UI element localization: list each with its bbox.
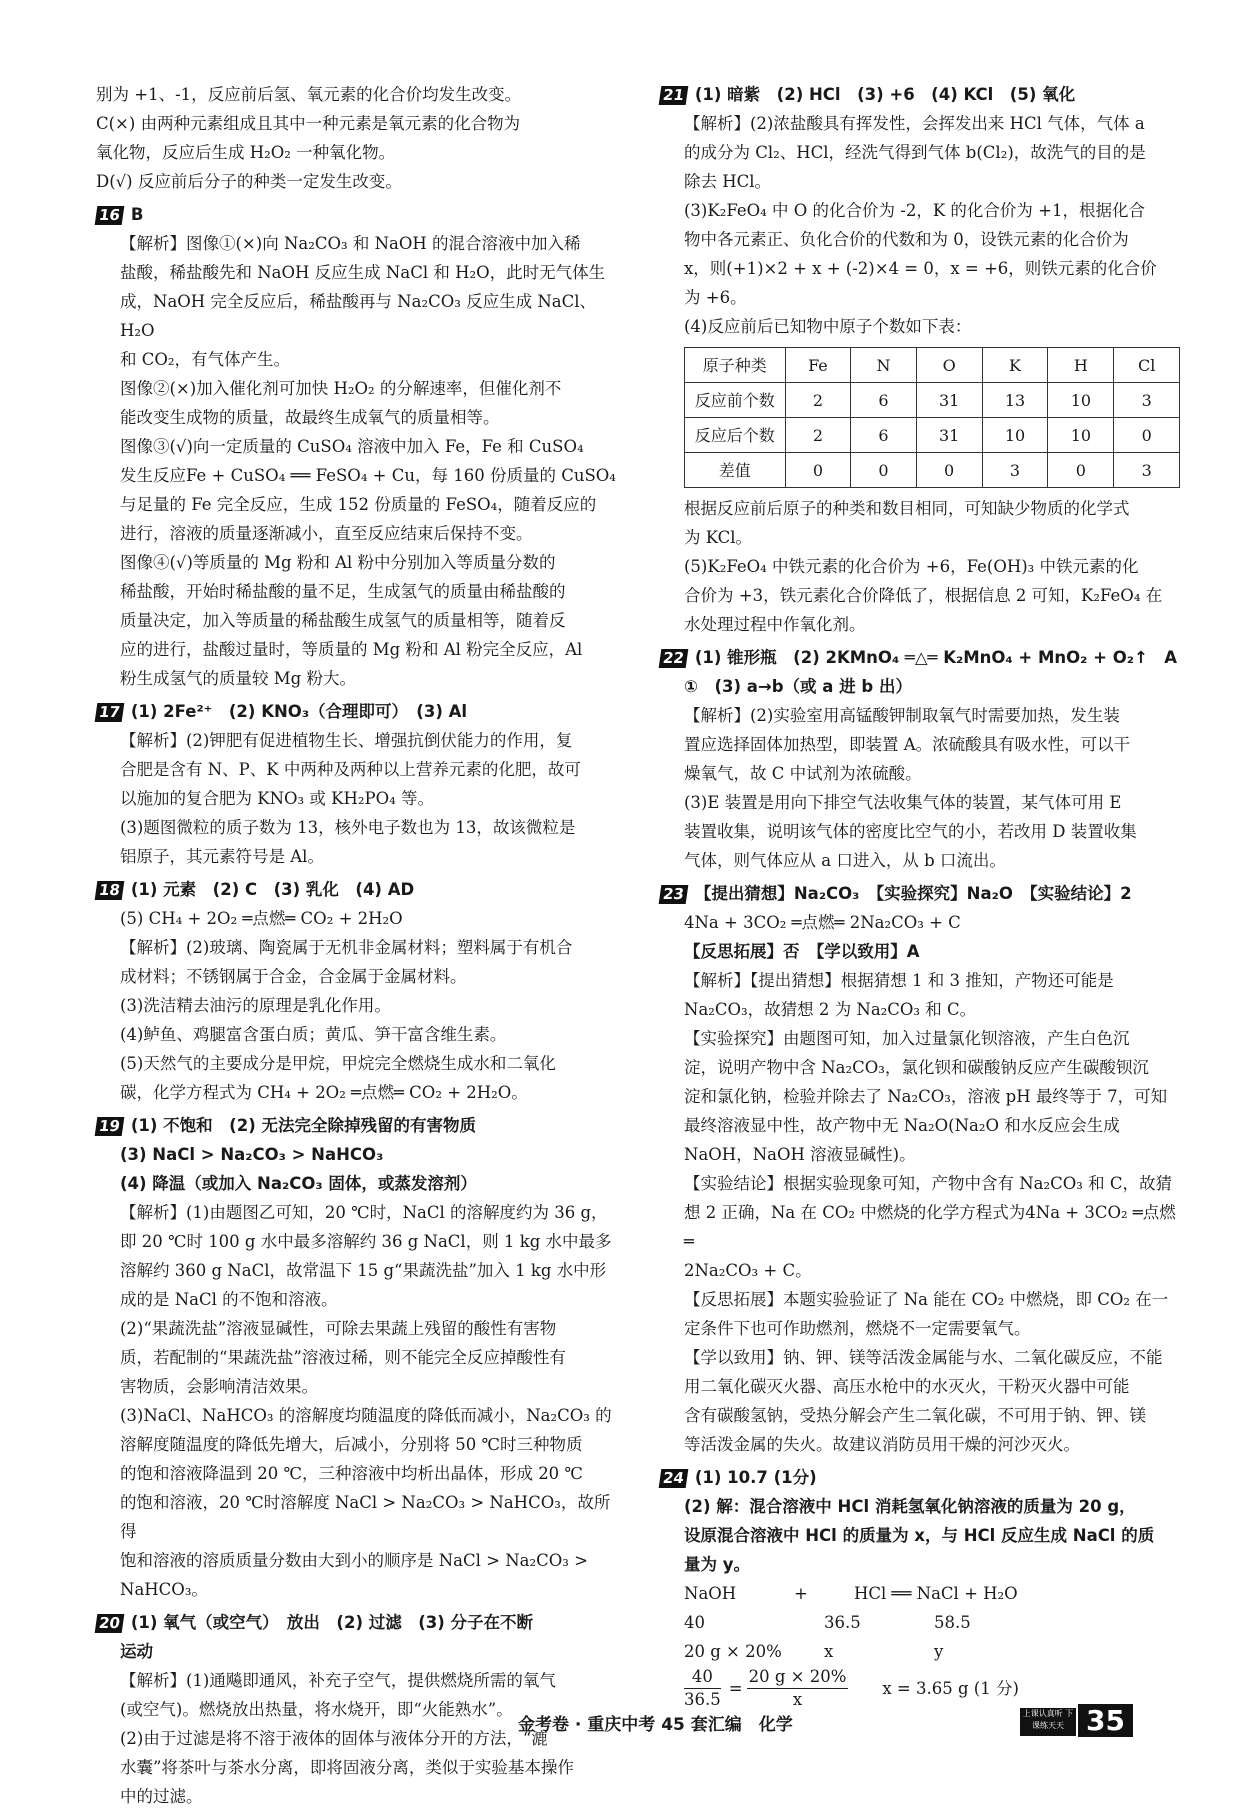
text-line: 和 CO₂，有气体产生。 [120, 350, 291, 369]
text-line: 盐酸，稀盐酸先和 NaOH 反应生成 NaCl 和 H₂O，此时无气体生 [120, 263, 606, 282]
text-line: 稀盐酸，开始时稀盐酸的量不足，生成氢气的质量由稀盐酸的 [120, 582, 566, 601]
explanation [96, 229, 626, 693]
explanation [96, 726, 626, 871]
answer: ① (3) a→b（或 a 进 b 出） [684, 677, 912, 696]
table-cell: 2 [785, 418, 851, 453]
question-24 [660, 1463, 1180, 1711]
text-line: 含有碳酸氢钠，受热分解会产生二氧化碳，不可用于钠、钾、镁 [684, 1406, 1146, 1425]
table-cell: 2 [785, 383, 851, 418]
question-number: 24 [659, 1469, 689, 1488]
text-line: (3)NaCl、NaHCO₃ 的溶解度均随温度的降低而减小，Na₂CO₃ 的 [120, 1406, 612, 1425]
text-line: 的成分为 Cl₂、HCl，经洗气得到气体 b(Cl₂)，故洗气的目的是 [684, 143, 1146, 162]
answer: B [130, 205, 144, 224]
right-column [660, 80, 1180, 1711]
text-line: 【解析】(1)通飚即通风，补充子空气，提供燃烧所需的氧气 [120, 1671, 556, 1690]
table-cell: 10 [1048, 383, 1114, 418]
text-line: (4)反应前后已知物中原子个数如下表： [684, 317, 972, 336]
answer: (1) 2Fe²⁺ (2) KNO₃（合理即可） (3) Al [130, 702, 468, 721]
calc-cell: 20 g × 20% [684, 1642, 782, 1661]
text-line: 溶解约 360 g NaCl，故常温下 15 g“果蔬洗盐”加入 1 kg 水中形 [120, 1261, 607, 1280]
text-line: 能改变生成物的质量，故最终生成氧气的质量相等。 [120, 408, 500, 427]
table-row [685, 418, 1180, 453]
text-line: 置应选择固体加热型，即装置 A。浓硫酸具有吸水性，可以干 [684, 735, 1131, 754]
text-line: 【解析】【提出猜想】根据猜想 1 和 3 推知，产物还可能是 [684, 971, 1114, 990]
text-line: 淀，说明产物中含 Na₂CO₃，氯化钡和碳酸钠反应产生碳酸钡沉 [684, 1058, 1149, 1077]
text-line: 【解析】(2)玻璃、陶瓷属于无机非金属材料；塑料属于有机合 [120, 938, 573, 957]
text-line: (4)鲈鱼、鸡腿富含蛋白质；黄瓜、笋干富含维生素。 [120, 1025, 507, 1044]
table-cell: 31 [916, 418, 982, 453]
calc-cell: 36.5 [824, 1613, 861, 1632]
text-line: 即 20 ℃时 100 g 水中最多溶解约 36 g NaCl，则 1 kg 水中最多 [120, 1232, 612, 1251]
table-cell: 3 [1114, 383, 1180, 418]
table-cell: 10 [1048, 418, 1114, 453]
calc-cell: x [824, 1642, 834, 1661]
table-cell: 0 [916, 453, 982, 488]
reaction-equation [660, 1579, 1180, 1608]
text-line: 成，NaOH 完全反应后，稀盐酸再与 Na₂CO₃ 反应生成 NaCl、H₂O [120, 292, 597, 340]
text-line: 【解析】(2)浓盐酸具有挥发性，会挥发出来 HCl 气体，气体 a [684, 114, 1145, 133]
text-line: 最终溶液显中性，故产物中无 Na₂O(Na₂O 和水反应会生成 [684, 1116, 1120, 1135]
text-line: 【实验结论】根据实验现象可知，产物中含有 Na₂CO₃ 和 C，故猜 [684, 1174, 1173, 1193]
text-line: 合价为 +3，铁元素化合价降低了，根据信息 2 可知，K₂FeO₄ 在 [684, 586, 1163, 605]
text-line: 以施加的复合肥为 KNO₃ 或 KH₂PO₄ 等。 [120, 789, 434, 808]
explanation [660, 966, 1180, 1459]
left-column [96, 80, 626, 1811]
text-line: 水囊”将茶叶与茶水分离，即将固液分离，类似于实验基本操作 [120, 1758, 574, 1777]
solution-text [660, 1492, 1180, 1579]
table-cell: 10 [982, 418, 1048, 453]
answer: 【提出猜想】Na₂CO₃ 【实验探究】Na₂O 【实验结论】2 [694, 884, 1132, 903]
text-line: 量为 y。 [684, 1555, 750, 1574]
table-header-row [685, 348, 1180, 383]
text-line: (3)洗洁精去油污的原理是乳化作用。 [120, 996, 391, 1015]
table-cell: N [851, 348, 916, 383]
answer: (1) 暗紫 (2) HCl (3) +6 (4) KCl (5) 氧化 [694, 85, 1076, 104]
question-17 [96, 697, 626, 871]
left-top-text [96, 80, 626, 196]
explanation [96, 933, 626, 1107]
text-line: 成材料；不锈钢属于合金，合金属于金属材料。 [120, 967, 467, 986]
numerator: 40 [684, 1666, 721, 1689]
text-line: 溶解度随温度的降低先增大，后减小，分别将 50 ℃时三种物质 [120, 1435, 583, 1454]
text-line: 【解析】(2)钾肥有促进植物生长、增强抗倒伏能力的作用，复 [120, 731, 573, 750]
text-line: 【解析】(2)实验室用高锰酸钾制取氧气时需要加热，发生装 [684, 706, 1120, 725]
table-cell: 0 [1114, 418, 1180, 453]
text-line: x，则(+1)×2 + x + (-2)×4 = 0，x = +6，则铁元素的化合价 [684, 259, 1157, 278]
text-line: 粉生成氢气的质量较 Mg 粉大。 [120, 669, 356, 688]
text-line: 为 KCl。 [684, 528, 753, 547]
table-cell: 差值 [685, 453, 786, 488]
text-line: 害物质，会影响清洁效果。 [120, 1377, 318, 1396]
answer: (1) 10.7 (1分) [694, 1468, 817, 1487]
text-line: (3)K₂FeO₄ 中 O 的化合价为 -2，K 的化合价为 +1，根据化合 [684, 201, 1145, 220]
equation: (5) CH₄ + 2O₂ ═点燃═ CO₂ + 2H₂O [120, 909, 403, 928]
text-line: 等活泼金属的失火。故建议消防员用干燥的河沙灭火。 [684, 1435, 1080, 1454]
table-cell: 13 [982, 383, 1048, 418]
question-23 [660, 879, 1180, 1459]
table-cell: H [1048, 348, 1114, 383]
text-line: 铝原子，其元素符号是 Al。 [120, 847, 324, 866]
atom-count-table [684, 347, 1180, 488]
text-line: Na₂CO₃，故猜想 2 为 Na₂CO₃ 和 C。 [684, 1000, 977, 1019]
question-21 [660, 80, 1180, 639]
table-cell: 反应后个数 [685, 418, 786, 453]
table-cell: K [982, 348, 1048, 383]
answer: (4) 降温（或加入 Na₂CO₃ 固体，或蒸发溶剂） [120, 1174, 477, 1193]
text-line: (2)“果蔬洗盐”溶液显碱性，可除去果蔬上残留的酸性有害物 [120, 1319, 557, 1338]
mass-ratio-row [660, 1608, 1180, 1637]
text-line: 应的进行，盐酸过量时，等质量的 Mg 粉和 Al 粉完全反应，Al [120, 640, 583, 659]
text-line: 【学以致用】钠、钾、镁等活泼金属能与水、二氧化碳反应，不能 [684, 1348, 1163, 1367]
text-line: 为 +6。 [684, 288, 747, 307]
table-cell: 0 [851, 453, 916, 488]
text-line: 合肥是含有 N、P、K 中两种及两种以上营养元素的化肥，故可 [120, 760, 581, 779]
equation: 4Na + 3CO₂ ═点燃═ 2Na₂CO₃ + C [684, 913, 961, 932]
text-line: NaOH，NaOH 溶液显碱性)。 [684, 1145, 916, 1164]
text-line: 水处理过程中作氧化剂。 [684, 615, 866, 634]
text-line: 燥氧气，故 C 中试剂为浓硫酸。 [684, 764, 922, 783]
text-line: C(×) 由两种元素组成且其中一种元素是氧元素的化合物为 [96, 114, 521, 133]
question-number: 19 [95, 1117, 125, 1136]
proportion-row: $\frac{40}{36.5}$ = $\frac{20 g \times 20\%}{x}$ x = 3.65 g (1 分) [684, 1667, 1019, 1709]
answer: (1) 不饱和 (2) 无法完全除掉残留的有害物质 [130, 1116, 476, 1135]
result: x = 3.65 g (1 分) [882, 1679, 1019, 1698]
table-cell: 3 [982, 453, 1048, 488]
explanation [660, 494, 1180, 639]
text-line: 图像②(×)加入催化剂可加快 H₂O₂ 的分解速率，但催化剂不 [120, 379, 562, 398]
text-line: 发生反应Fe + CuSO₄ ══ FeSO₄ + Cu，每 160 份质量的 CuSO₄ [120, 466, 616, 485]
text-line: 图像③(√)向一定质量的 CuSO₄ 溶液中加入 Fe，Fe 和 CuSO₄ [120, 437, 584, 456]
text-line: (2)由于过滤是将不溶于液体的固体与液体分开的方法，“漉 [120, 1729, 548, 1748]
text-line: (5)天然气的主要成分是甲烷，甲烷完全燃烧生成水和二氧化 [120, 1054, 556, 1073]
table-cell: 6 [851, 383, 916, 418]
table-row [685, 453, 1180, 488]
calc-cell: y [934, 1642, 944, 1661]
footer-badge: 上课认真听 下课练天天 [1020, 1708, 1076, 1736]
denominator: 36.5 [684, 1690, 721, 1709]
table-cell: Cl [1114, 348, 1180, 383]
text-line: D(√) 反应前后分子的种类一定发生改变。 [96, 172, 402, 191]
table-cell: Fe [785, 348, 851, 383]
text-line: 根据反应前后原子的种类和数目相同，可知缺少物质的化学式 [684, 499, 1130, 518]
answer: (1) 元素 (2) C (3) 乳化 (4) AD [130, 880, 415, 899]
text-line: (3)题图微粒的质子数为 13，核外电子数也为 13，故该微粒是 [120, 818, 576, 837]
text-line: 质量决定，加入等质量的稀盐酸生成氢气的质量相等，随着反 [120, 611, 566, 630]
text-line: 的饱和溶液降温到 20 ℃，三种溶液中均析出晶体，形成 20 ℃ [120, 1464, 583, 1483]
table-cell: 0 [1048, 453, 1114, 488]
table-cell: 3 [1114, 453, 1180, 488]
text-line: 中的过滤。 [120, 1787, 203, 1806]
calc-cell: 58.5 [934, 1613, 971, 1632]
text-line: 2Na₂CO₃ + C。 [684, 1261, 812, 1280]
calc-cell: HCl ══ NaCl + H₂O [854, 1584, 1018, 1603]
text-line: 与足量的 Fe 完全反应，生成 152 份质量的 FeSO₄，随着反应的 [120, 495, 597, 514]
text-line: 别为 +1、-1，反应前后氢、氧元素的化合价均发生改变。 [96, 85, 522, 104]
answer: (1) 氧气（或空气） 放出 (2) 过滤 (3) 分子在不断 [130, 1613, 534, 1632]
text-line: 【解析】图像①(×)向 Na₂CO₃ 和 NaOH 的混合溶液中加入稀 [120, 234, 581, 253]
calc-cell: 40 [684, 1613, 705, 1632]
text-line: 碳，化学方程式为 CH₄ + 2O₂ ═点燃═ CO₂ + 2H₂O。 [120, 1083, 528, 1102]
text-line: 饱和溶液的溶质质量分数由大到小的顺序是 NaCl > Na₂CO₃ > [120, 1551, 588, 1570]
text-line: 质，若配制的“果蔬洗盐”溶液过稀，则不能完全反应掉酸性有 [120, 1348, 566, 1367]
text-line: 定条件下也可作助燃剂，燃烧不一定需要氧气。 [684, 1319, 1031, 1338]
table-row [685, 383, 1180, 418]
question-number: 20 [95, 1614, 125, 1633]
footer-title: 金考卷 · 重庆中考 45 套汇编 化学 [518, 1715, 793, 1735]
question-18 [96, 875, 626, 1107]
calc-cell: + [794, 1584, 808, 1603]
text-line: (5)K₂FeO₄ 中铁元素的化合价为 +6，Fe(OH)₃ 中铁元素的化 [684, 557, 1139, 576]
table-cell: 反应前个数 [685, 383, 786, 418]
text-line: 图像④(√)等质量的 Mg 粉和 Al 粉中分别加入等质量分数的 [120, 553, 556, 572]
given-row [660, 1637, 1180, 1666]
text-line: 【反思拓展】本题实验验证了 Na 能在 CO₂ 中燃烧，即 CO₂ 在一 [684, 1290, 1169, 1309]
page-footer [0, 1702, 1250, 1742]
question-number: 17 [95, 703, 125, 722]
table-cell: O [916, 348, 982, 383]
table-cell: 0 [785, 453, 851, 488]
text-line: 除去 HCl。 [684, 172, 772, 191]
text-line: 物中各元素正、负化合价的代数和为 0，设铁元素的化合价为 [684, 230, 1129, 249]
table-cell: 31 [916, 383, 982, 418]
question-number: 16 [95, 206, 125, 225]
page-number: 35 [1078, 1704, 1133, 1737]
explanation [96, 1198, 626, 1604]
text-line: (或空气)。燃烧放出热量，将水烧开，即“火能熟水”。 [120, 1700, 513, 1719]
text-line: 氧化物，反应后生成 H₂O₂ 一种氧化物。 [96, 143, 396, 162]
text-line: 成的是 NaCl 的不饱和溶液。 [120, 1290, 338, 1309]
table-cell: 原子种类 [685, 348, 786, 383]
question-22 [660, 643, 1180, 875]
text-line: NaHCO₃。 [120, 1580, 208, 1599]
answer: (1) 锥形瓶 (2) 2KMnO₄ ═△═ K₂MnO₄ + MnO₂ + O₂↑ A [694, 648, 1178, 667]
question-19 [96, 1111, 626, 1604]
table-cell: 6 [851, 418, 916, 453]
text-line: 淀和氯化钠，检验并除去了 Na₂CO₃，溶液 pH 最终等于 7，可知 [684, 1087, 1168, 1106]
question-number: 22 [659, 649, 689, 668]
numerator: 20 g × 20% [747, 1666, 849, 1689]
question-number: 18 [95, 881, 125, 900]
explanation [660, 701, 1180, 875]
question-16 [96, 200, 626, 693]
answer: 运动 [120, 1642, 153, 1661]
text-line: 气体，则气体应从 a 口进入，从 b 口流出。 [684, 851, 1006, 870]
answer: (3) NaCl > Na₂CO₃ > NaHCO₃ [120, 1145, 384, 1164]
denominator: x [792, 1690, 803, 1709]
text-line: 想 2 正确，Na 在 CO₂ 中燃烧的化学方程式为4Na + 3CO₂ ═点燃═ [684, 1203, 1176, 1251]
calc-cell: NaOH [684, 1584, 737, 1603]
text-line: 的饱和溶液，20 ℃时溶解度 NaCl > Na₂CO₃ > NaHCO₃，故所得 [120, 1493, 611, 1541]
text-line: 进行，溶液的质量逐渐减小，直至反应结束后保持不变。 [120, 524, 533, 543]
text-line: 设原混合溶液中 HCl 的质量为 x，与 HCl 反应生成 NaCl 的质 [684, 1526, 1155, 1545]
explanation [660, 109, 1180, 341]
text-line: 装置收集，说明该气体的密度比空气的小，若改用 D 装置收集 [684, 822, 1137, 841]
question-number: 23 [659, 885, 689, 904]
text-line: 【实验探究】由题图可知，加入过量氯化钡溶液，产生白色沉 [684, 1029, 1130, 1048]
text-line: (2) 解：混合溶液中 HCl 消耗氢氧化钠溶液的质量为 20 g， [684, 1497, 1136, 1516]
text-line: 用二氧化碳灭火器、高压水枪中的水灭火，干粉灭火器中可能 [684, 1377, 1130, 1396]
answer: 【反思拓展】否 【学以致用】A [684, 942, 920, 961]
text-line: (3)E 装置是用向下排空气法收集气体的装置，某气体可用 E [684, 793, 1122, 812]
question-number: 21 [659, 86, 689, 105]
text-line: 【解析】(1)由题图乙可知，20 ℃时，NaCl 的溶解度约为 36 g， [120, 1203, 608, 1222]
